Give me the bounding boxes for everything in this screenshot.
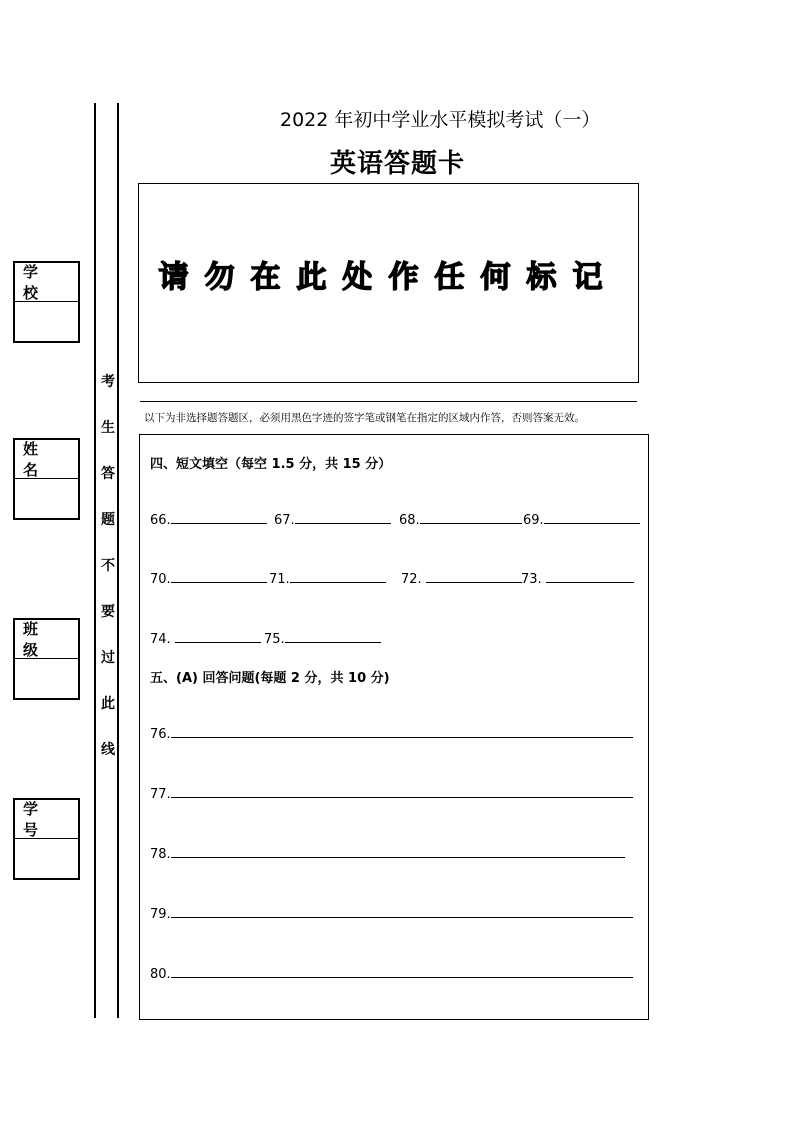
item-number: 76. (150, 727, 171, 742)
item-number: 67. (274, 513, 295, 528)
answer-blank-67[interactable] (274, 509, 391, 528)
item-number: 70. (150, 572, 171, 587)
item-number: 66. (150, 513, 171, 528)
answer-line-78[interactable] (150, 843, 625, 862)
item-number: 80. (150, 967, 171, 982)
item-number: 71. (269, 572, 290, 587)
binding-line-left (94, 103, 96, 1018)
answer-blank-69[interactable] (523, 509, 640, 528)
item-number: 68. (399, 513, 420, 528)
vertical-warning (98, 372, 118, 786)
warning-char: 此 (101, 696, 115, 712)
divider (140, 401, 637, 402)
item-number: 73. (521, 572, 542, 587)
answer-line-79[interactable] (150, 903, 633, 922)
warning-char: 生 (101, 420, 115, 436)
item-number: 72. (401, 572, 422, 587)
school-label: 学 校 (15, 263, 78, 302)
warning-char: 题 (101, 512, 115, 528)
warning-char: 考 (101, 374, 115, 390)
no-mark-text: 请勿在此处作任何标记 (158, 260, 619, 295)
student-id-label: 学 号 (15, 800, 78, 839)
section4-title: 四、短文填空（每空 1.5 分，共 15 分） (150, 457, 392, 472)
school-box (13, 261, 80, 343)
item-number: 74. (150, 632, 171, 647)
no-mark-zone (138, 183, 639, 383)
section5-title: 五、(A) 回答问题(每题 2 分，共 10 分) (150, 671, 390, 686)
student-id-box (13, 798, 80, 880)
class-box (13, 618, 80, 700)
answer-blank-72[interactable] (401, 568, 522, 587)
answer-blank-70[interactable] (150, 568, 267, 587)
answer-blank-73[interactable] (521, 568, 634, 587)
name-label: 姓 名 (15, 440, 78, 479)
answer-blank-68[interactable] (399, 509, 522, 528)
answer-blank-74[interactable] (150, 628, 261, 647)
warning-char: 过 (101, 650, 115, 666)
answer-line-76[interactable] (150, 723, 633, 742)
answer-line-77[interactable] (150, 783, 633, 802)
warning-char: 答 (101, 466, 115, 482)
answer-blank-71[interactable] (269, 568, 386, 587)
name-box (13, 438, 80, 520)
answer-notice: 以下为非选择题答题区，必须用黑色字迹的签字笔或钢笔在指定的区域内作答，否则答案无效。 (144, 412, 585, 424)
item-number: 78. (150, 847, 171, 862)
answer-blank-75[interactable] (264, 628, 381, 647)
answer-blank-66[interactable] (150, 509, 267, 528)
answer-line-80[interactable] (150, 963, 633, 982)
class-label: 班 级 (15, 620, 78, 659)
warning-char: 要 (101, 604, 115, 620)
warning-char: 线 (101, 742, 115, 758)
item-number: 69. (523, 513, 544, 528)
page-title: 英语答题卡 (330, 149, 466, 179)
item-number: 75. (264, 632, 285, 647)
answer-area (139, 434, 649, 1020)
item-number: 79. (150, 907, 171, 922)
exam-title: 2022 年初中学业水平模拟考试（一） (280, 109, 601, 131)
warning-char: 不 (101, 558, 115, 574)
item-number: 77. (150, 787, 171, 802)
